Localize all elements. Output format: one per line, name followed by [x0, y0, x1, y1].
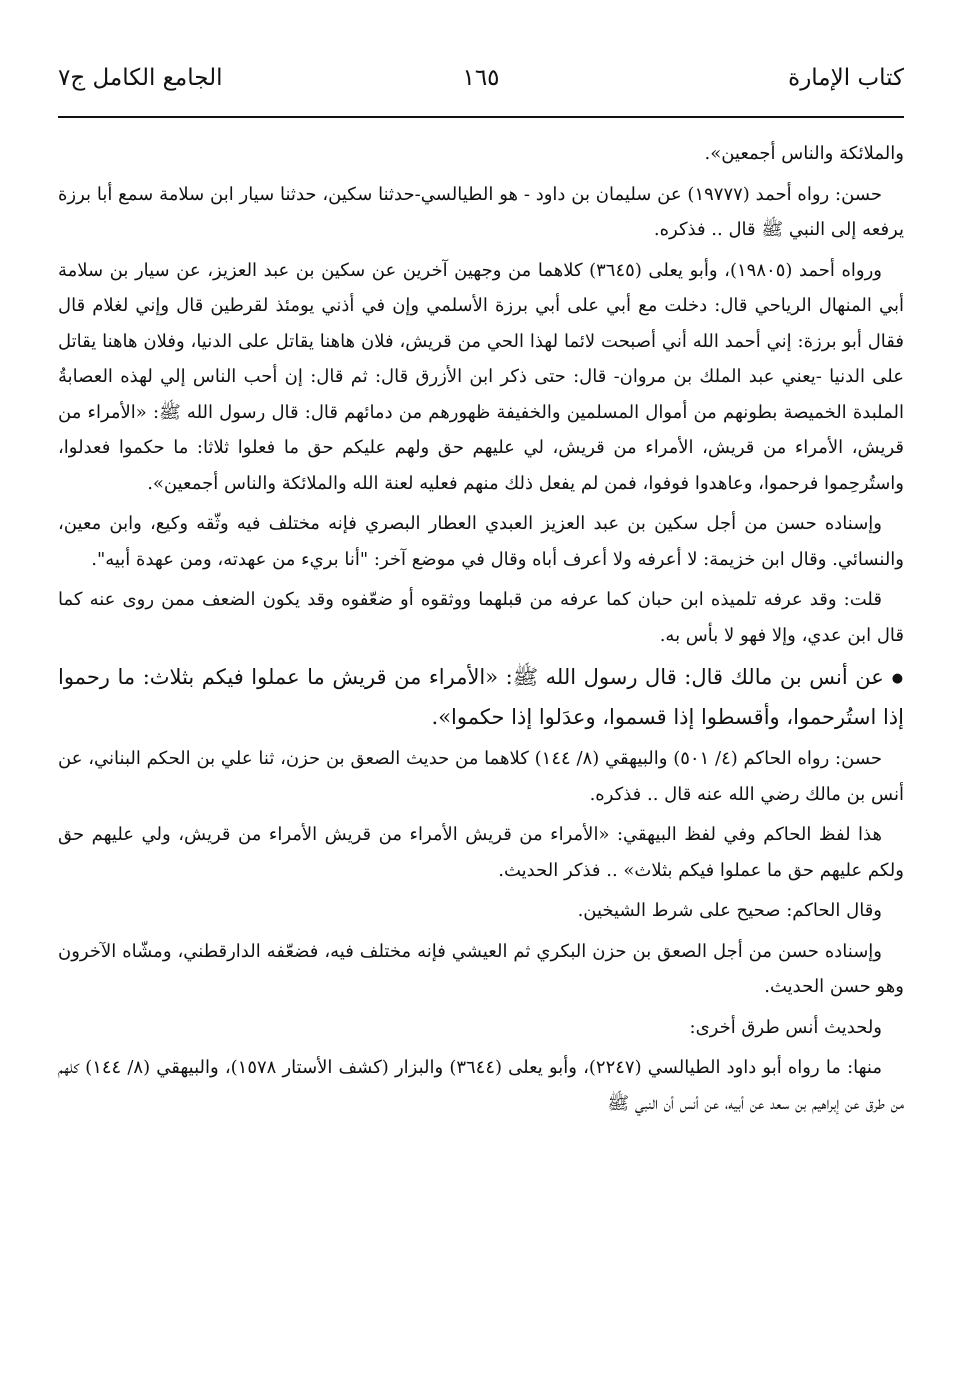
book-title: الجامع الكامل ج٧ — [58, 65, 223, 91]
page-number: ١٦٥ — [462, 65, 500, 91]
paragraph-grading-ahmad: حسن: رواه أحمد (١٩٧٧٧) عن سليمان بن داود - هو الطيالسي-حدثنا سكين، حدثنا سيار ابن سلامة سمع أبا برزة يرفعه إلى النبي ﷺ قال .. فذكره. — [58, 183, 904, 240]
paragraph-comment: قلت: وقد عرفه تلميذه ابن حبان كما عرفه من قبلهما ووثقوه أو ضعّفوه وقد يكون الضعف ممن روى عنه كما قال ابن عدي، وإلا فهو لا بأس به. — [58, 589, 904, 646]
chapter-title: كتاب الإمارة — [788, 65, 904, 91]
paragraph-isnad-saaq: وإسناده حسن من أجل الصعق بن حزن البكري ثم العيشي فإنه مختلف فيه، فضعّفه الدارقطني، ومشّاه الآخرون وهو حسن الحديث. — [58, 940, 904, 997]
paragraph-hakim-verdict: وقال الحاكم: صحيح على شرط الشيخين. — [577, 900, 882, 921]
page-header — [58, 58, 904, 120]
paragraph-grading-hakim: حسن: رواه الحاكم (٤/ ٥٠١) والبيهقي (٨/ ١٤٤) كلاهما من حديث الصعق بن حزن، ثنا علي بن الحكم البناني، عن أنس بن مالك رضي الله عنه قال .. فذكره. — [58, 748, 904, 805]
paragraph-hadith-anas: ● عن أنس بن مالك قال: قال رسول الله ﷺ: «الأمراء من قريش ما عملوا فيكم بثلاث: ما رحموا إذا استُرحموا، وأقسطوا إذا قسموا، وعدَلوا إذا حكموا». — [58, 658, 904, 736]
paragraph-bayhaqi-wording: هذا لفظ الحاكم وفي لفظ البيهقي: «الأمراء من قريش الأمراء من قريش الأمراء من قريش، ولي عليهم حق ولكم عليهم حق ما عملوا فيكم بثلاث» .. فذكر الحديث. — [58, 824, 904, 881]
paragraph-other-routes-heading: ولحديث أنس طرق أخرى: — [689, 1016, 882, 1038]
header-rule — [58, 116, 904, 118]
paragraph-isnad-sukayn: وإسناده حسن من أجل سكين بن عبد العزيز العبدي العطار البصري فإنه مختلف فيه وثّقه وكيع، وابن معين، والنسائي. وقال ابن خزيمة: لا أعرفه ولا أعرف أباه وقال في موضع آخر: "أنا بريء من عهدته، ومن عهدة أبيه". — [58, 513, 904, 570]
paragraph-ahmad-second-narration: ورواه أحمد (١٩٨٠٥)، وأبو يعلى (٣٦٤٥) كلاهما من وجهين آخرين عن سكين بن عبد العزيز، عن سيار بن سلامة أبي المنهال الرياحي قال: دخلت مع أبي على أبي برزة الأسلمي وإن في أذني يومئذ لقرطين قال وإني لغلام قال فقال أبو برزة: إني أحمد الله أني أصبحت لائما لهذا الحي من قريش، فلان هاهنا يقاتل على الدنيا، وفلان هاهنا يقاتل على الدنيا -يعني عبد الملك بن مروان- قال: حتى ذكر ابن الأزرق قال: ثم قال: إن أحب الناس إلي لهذه العصابةُ الملبدة الخميصة بطونهم من أموال المسلمين والخفيفة ظهورهم من دمائهم قال: قال رسول الله ﷺ: «الأمراء من قريش، الأمراء من قريش، الأمراء من قريش، لي عليهم حق ولهم عليكم حق ما فعلوا ثلاثا: ما حكموا فعدلوا، واستُرحِموا فرحموا، وعاهدوا فوفوا، فمن لم يفعل ذلك منهم فعليه لعنة الله والملائكة والناس أجمعين». — [58, 259, 904, 494]
paragraph-other-routes: منها: ما رواه أبو داود الطيالسي (٢٢٤٧)، وأبو يعلى (٣٦٤٤) والبزار (كشف الأستار ١٥٧٨)، والبيهقي (٨/ ١٤٤) كلهم من طرق عن إبراهيم بن سعد عن أبيه، عن أنس أن النبي ﷺ — [58, 1057, 904, 1114]
page-body — [58, 136, 904, 1376]
paragraph-hadith-ending: والملائكة والناس أجمعين». — [704, 143, 904, 164]
